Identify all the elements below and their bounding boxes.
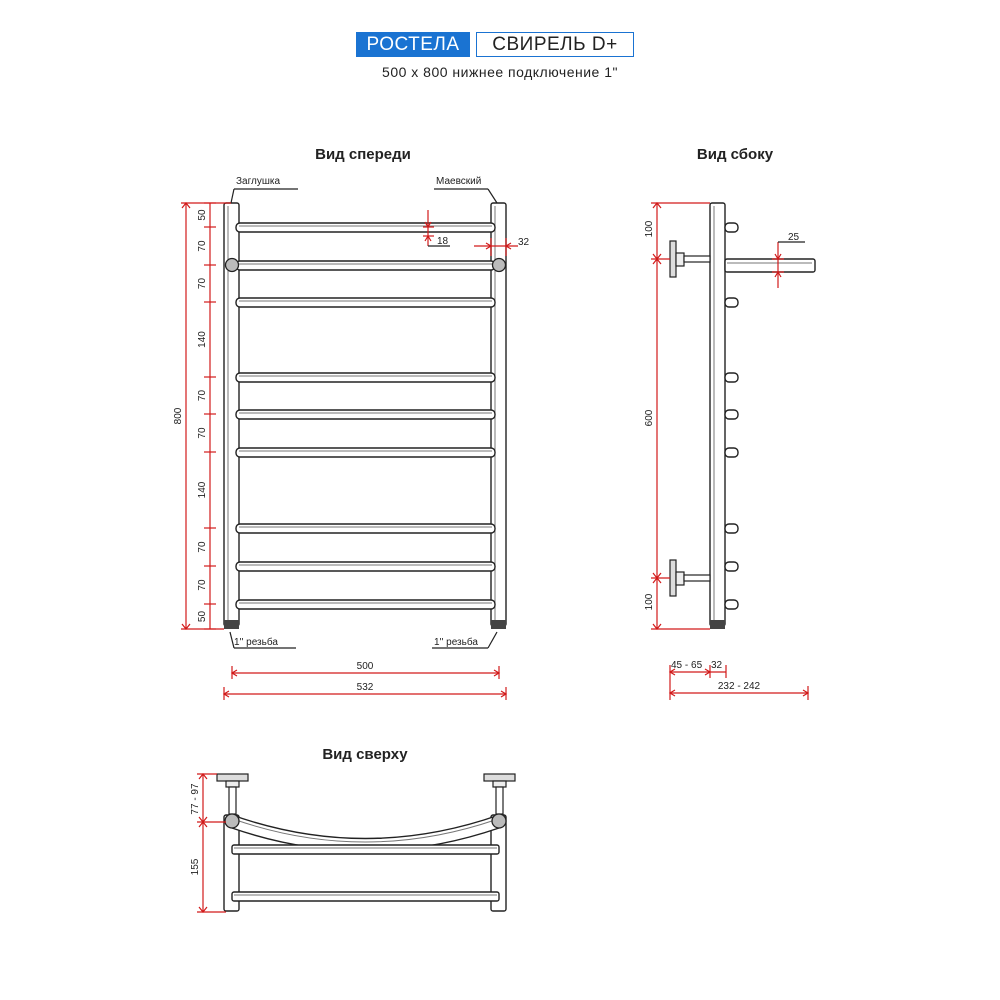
side-rung-stub (725, 448, 738, 457)
front-rung (236, 261, 495, 270)
callout-thread-left: 1'' резьба (234, 637, 278, 648)
dim-segment-label: 70 (197, 277, 208, 290)
top-view-dimensions (190, 774, 226, 912)
dim-segment-label: 70 (197, 389, 208, 402)
front-view (173, 146, 530, 700)
front-rungs (236, 223, 495, 609)
dim-side-600: 600 (644, 409, 655, 427)
side-post (710, 203, 725, 626)
dim-500: 500 (356, 661, 374, 672)
dim-segment-label: 70 (197, 579, 208, 591)
dim-18: 18 (437, 236, 449, 247)
top-flange-left (217, 774, 248, 814)
side-rung-stub (725, 298, 738, 307)
plug-circle (226, 259, 239, 272)
front-rung (236, 298, 495, 307)
dim-segment-label: 140 (197, 331, 208, 348)
wall-bracket-top (670, 241, 710, 277)
dim-side-100-top: 100 (644, 220, 655, 238)
wall-bracket-bottom (670, 560, 710, 596)
dim-total-height (173, 203, 231, 629)
side-vertical-dimensions (644, 203, 710, 629)
dim-segment-label: 70 (197, 541, 208, 553)
side-rung-stub (725, 600, 738, 609)
dim-segment-label: 50 (197, 610, 208, 623)
top-rung-1 (232, 845, 499, 854)
dim-segment-label: 70 (197, 240, 208, 252)
top-rung-2 (232, 892, 499, 901)
side-rung-stubs (725, 223, 738, 609)
side-rung-stub (725, 562, 738, 571)
top-view-title: Вид сверху (322, 746, 408, 763)
side-rung-extended (725, 259, 815, 272)
side-view (644, 146, 815, 700)
front-rung (236, 600, 495, 609)
callout-mayevsky: Маевский (436, 176, 482, 187)
dim-depth-side: 232 - 242 (717, 681, 761, 692)
front-view-title: Вид спереди (315, 146, 411, 163)
dim-width-532 (224, 682, 506, 700)
callout-plug: Заглушка (236, 176, 281, 187)
dim-532: 532 (356, 682, 374, 693)
dim-side-100-bottom: 100 (644, 593, 655, 611)
top-flange-right (484, 774, 515, 814)
brand-label: РОСТЕЛА (356, 32, 470, 57)
front-rung (236, 562, 495, 571)
side-rung-stub (725, 410, 738, 419)
callout-thread-right: 1'' резьба (434, 637, 478, 648)
dim-width-500 (232, 661, 499, 679)
front-rung (236, 524, 495, 533)
dim-segment-label: 140 (197, 481, 208, 499)
side-rung-stub (725, 373, 738, 382)
mayevsky-circle (493, 259, 506, 272)
front-rung (236, 373, 495, 382)
dim-segment-label: 50 (197, 209, 208, 221)
front-rung (236, 410, 495, 419)
model-label: СВИРЕЛЬ D+ (476, 32, 634, 57)
top-view (190, 746, 515, 912)
dim-offset: 45 - 65 (671, 660, 703, 671)
spec-subtitle: 500 х 800 нижнее подключение 1" (382, 64, 618, 80)
front-rung (236, 223, 495, 232)
front-rung (236, 448, 495, 457)
front-left-dimensions (197, 203, 216, 629)
dim-800: 800 (173, 407, 184, 425)
dim-32-front: 32 (518, 237, 530, 248)
side-rung-stub (725, 524, 738, 533)
dim-25: 25 (788, 232, 800, 243)
dim-wall-gap: 77 - 97 (190, 783, 201, 815)
side-horizontal-dimensions (670, 660, 808, 700)
dim-32-side: 32 (711, 660, 723, 671)
side-view-title: Вид сбоку (696, 146, 774, 163)
side-rung-stub (725, 223, 738, 232)
dim-top-155: 155 (190, 858, 201, 876)
dim-segment-label: 70 (197, 427, 208, 439)
